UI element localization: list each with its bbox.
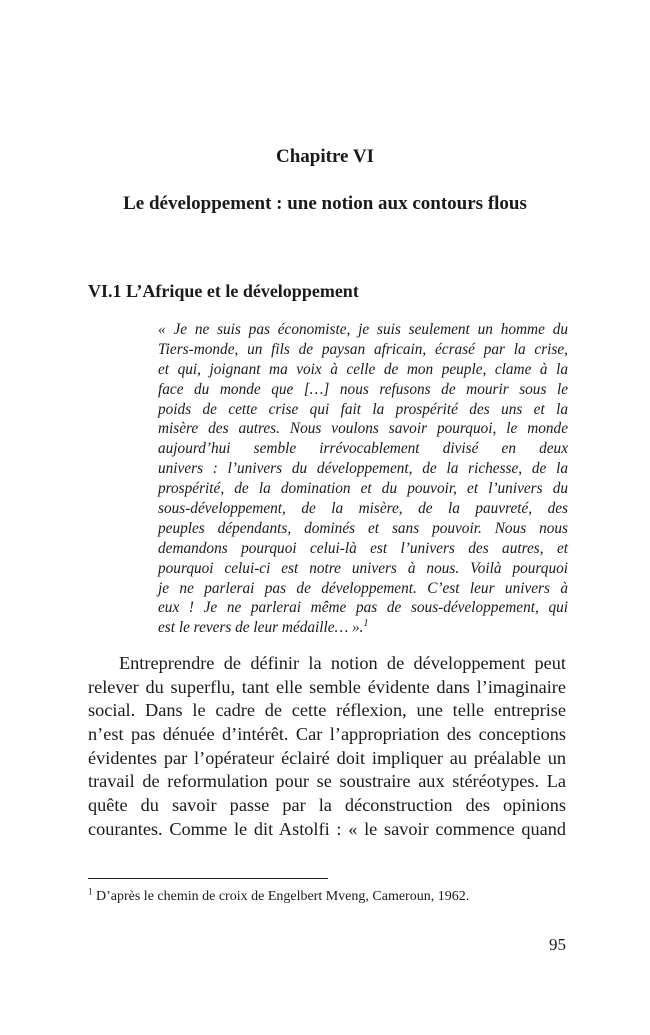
body-line: courantes. Comme le dit Astolfi : « le savoir commence quand [88,818,566,839]
footnote-text: D’après le chemin de croix de Engelbert Mveng, Cameroun, 1962. [96,889,470,904]
epigraph-line: Tiers-monde, un fils de paysan africain, écrasé par la crise, [158,340,568,358]
body-line: n’est pas dénuée d’intérêt. Car l’appropriation des conceptions [88,724,566,745]
chapter-number: Chapitre VI [275,146,374,167]
epigraph-quote [158,320,568,638]
footnote [88,888,566,906]
epigraph-line: sous-développement, de la misère, de la pauvreté, des [158,500,568,518]
chapter-title: Le développement : une notion aux contours flous [123,193,527,214]
epigraph-line: peuples dépendants, dominés et sans pouvoir. Nous nous [158,519,568,537]
epigraph-line: poids de cette crise qui fait la prospérité des uns et la [158,400,568,418]
epigraph-line: pourquoi celui-ci est notre univers à nous. Voilà pourquoi [158,559,568,577]
body-line: évidentes par l’opérateur éclairé doit impliquer au préalable un [88,747,566,768]
body-line: travail de reformulation pour se soustraire aux stéréotypes. La [88,771,566,792]
epigraph-line: demandons pourquoi celui-là est l’univers des autres, et [158,539,568,557]
page-number: 95 [549,935,566,954]
section-heading: VI.1 L’Afrique et le développement [88,281,359,301]
epigraph-line: je ne parlerai pas de développement. C’est leur univers à [158,579,568,597]
body-paragraph [88,652,566,842]
footnote-reference[interactable]: 1 [363,618,369,630]
footnote-separator [88,878,328,879]
epigraph-line: prospérité, de la domination et du pouvoir, et l’univers du [158,480,568,498]
epigraph-line-text: est le revers de leur médaille… ». [158,619,364,637]
body-line: relever du superflu, tant elle semble évidente dans l’imaginaire [88,676,566,697]
epigraph-last-line [158,618,568,638]
footnote-mark: 1 [88,886,93,897]
epigraph-line: face du monde que […] nous refusons de mourir sous le [158,380,568,398]
epigraph-line: misère des autres. Nous voulons savoir pourquoi, le monde [158,420,568,438]
epigraph-line: et qui, joignant ma voix à celle de mon peuple, clame à la [158,360,568,378]
body-line: quête du savoir passe par la déconstruction des opinions [88,795,566,816]
epigraph-line: eux ! Je ne parlerai même pas de sous-développement, qui [158,599,568,617]
body-line: Entreprendre de définir la notion de développement peut [119,653,566,673]
epigraph-line: aujourd’hui semble irrévocablement divisé en deux [158,440,568,458]
body-line: social. Dans le cadre de cette réflexion, une telle entreprise [88,700,566,721]
epigraph-line: univers : l’univers du développement, de la richesse, de la [158,460,568,478]
epigraph-line: « Je ne suis pas économiste, je suis seulement un homme du [158,321,568,338]
